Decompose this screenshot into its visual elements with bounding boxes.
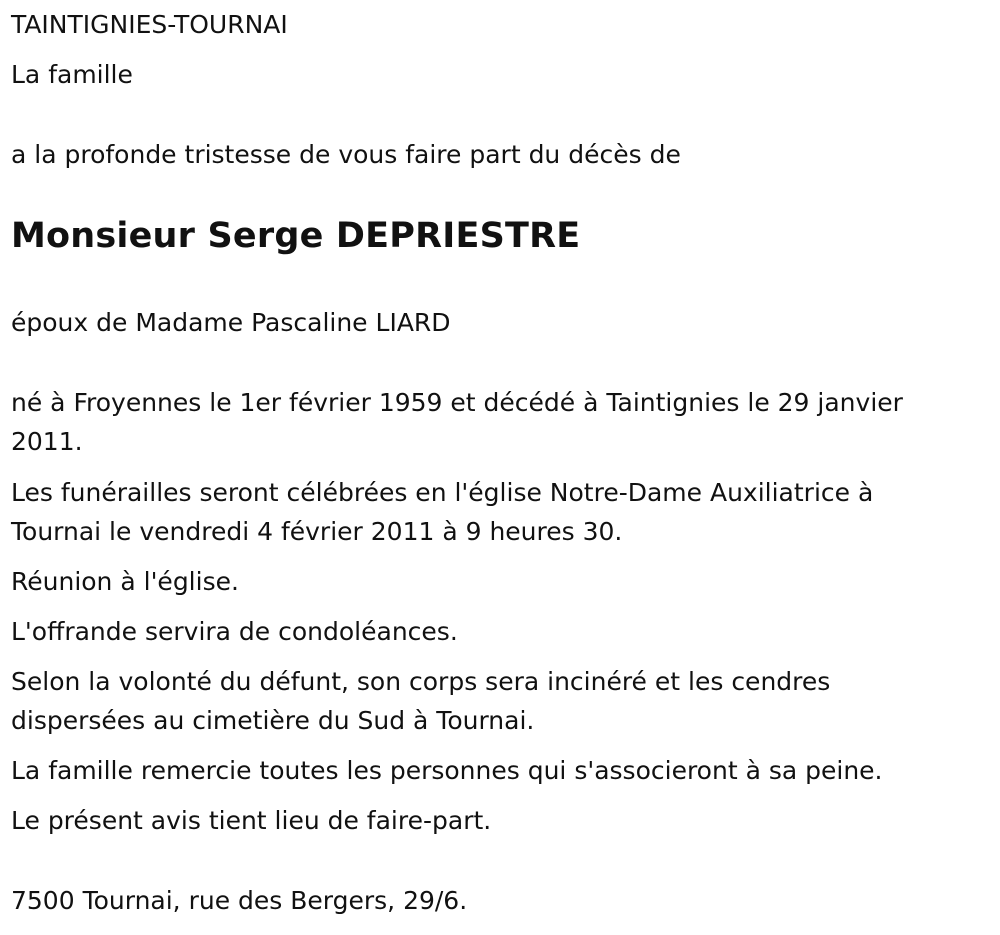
announcement-line: a la profonde tristesse de vous faire part du décès de <box>11 140 681 169</box>
spouse-line: époux de Madame Pascaline LIARD <box>11 308 451 337</box>
meeting-line: Réunion à l'église. <box>11 567 239 596</box>
offering-line: L'offrande servira de condoléances. <box>11 617 458 646</box>
deceased-name: Monsieur Serge DEPRIESTRE <box>11 216 581 256</box>
funeral-paragraph: Les funérailles seront célébrées en l'église Notre-Dame Auxiliatrice à Tournai le vendredi 4 février 2011 à 9 heures 30. <box>11 478 874 546</box>
address-line: 7500 Tournai, rue des Bergers, 29/6. <box>11 886 468 915</box>
location-heading: TAINTIGNIES-TOURNAI <box>11 10 288 39</box>
notice-note-line: Le présent avis tient lieu de faire-part. <box>11 806 492 835</box>
family-line: La famille <box>11 60 133 89</box>
cremation-paragraph: Selon la volonté du défunt, son corps sera incinéré et les cendres dispersées au cimetière du Sud à Tournai. <box>11 667 831 735</box>
thanks-line: La famille remercie toutes les personnes qui s'associeront à sa peine. <box>11 756 883 785</box>
birth-death-paragraph: né à Froyennes le 1er février 1959 et décédé à Taintignies le 29 janvier 2011. <box>11 388 903 456</box>
